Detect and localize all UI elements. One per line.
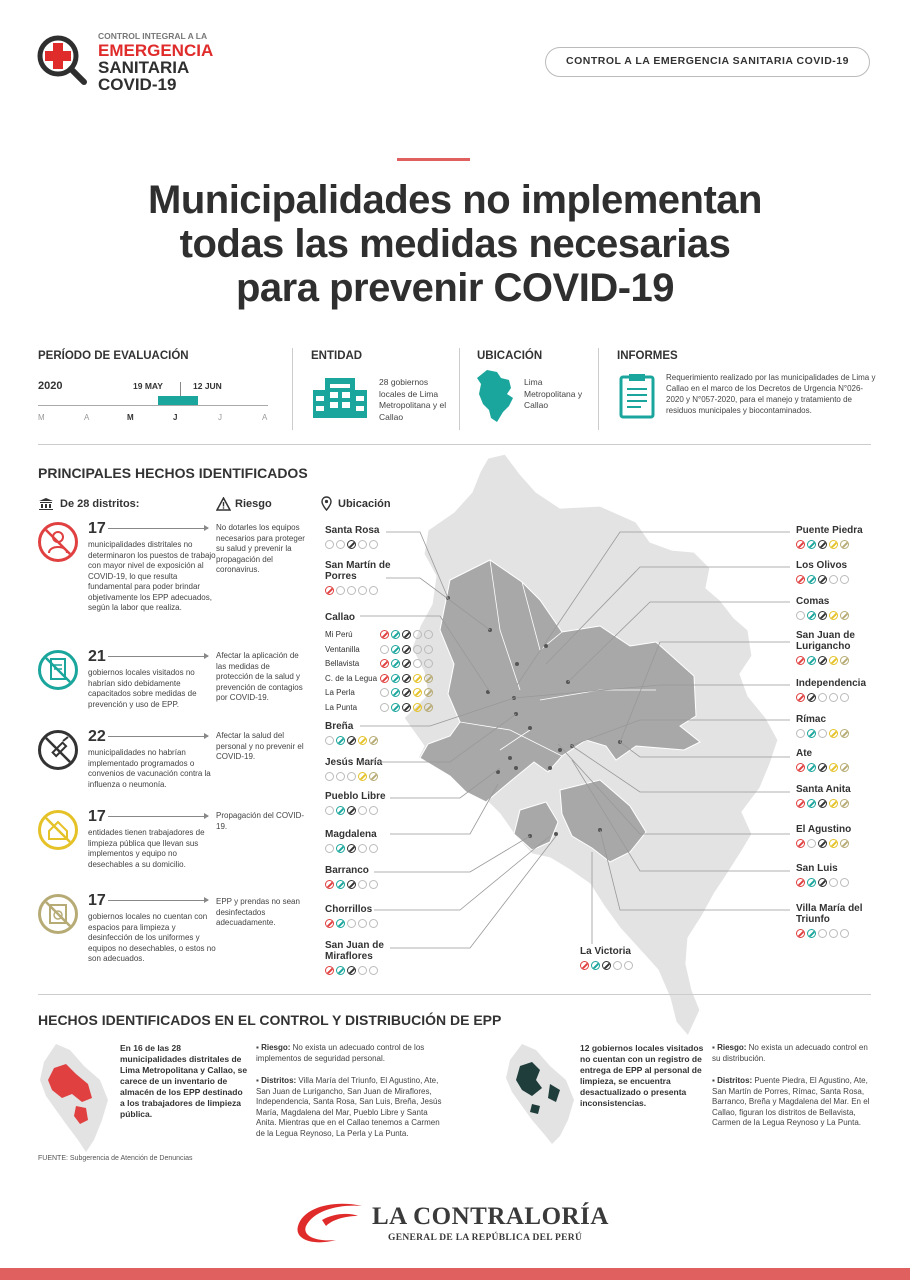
district-name: Jesús María bbox=[325, 757, 383, 768]
clipboard-icon bbox=[619, 373, 655, 419]
status-dot-empty bbox=[358, 844, 367, 853]
status-dot-marked bbox=[829, 611, 838, 620]
status-dot-empty bbox=[840, 693, 849, 702]
fact-item bbox=[38, 648, 208, 718]
lima-region-icon bbox=[475, 368, 519, 424]
status-dot-empty bbox=[818, 729, 827, 738]
status-dot-empty bbox=[840, 929, 849, 938]
month-tick: M bbox=[38, 413, 45, 422]
status-dots bbox=[796, 839, 849, 848]
status-dot-empty bbox=[369, 806, 378, 815]
status-dot-empty bbox=[424, 630, 433, 639]
status-dot-marked bbox=[336, 806, 345, 815]
status-dot-marked bbox=[829, 799, 838, 808]
fact-number: 22 bbox=[88, 728, 106, 745]
status-dots bbox=[380, 659, 433, 668]
district-name: La Victoria bbox=[580, 946, 631, 957]
magnifier-cross-icon bbox=[36, 34, 88, 86]
status-dots bbox=[796, 763, 849, 772]
status-dots bbox=[796, 611, 849, 620]
fact-number: 17 bbox=[88, 892, 106, 909]
district-name: Magdalena bbox=[325, 829, 377, 840]
status-dot-marked bbox=[796, 540, 805, 549]
value: No exista un adecuado control de los implementos de seguridad personal. bbox=[256, 1043, 425, 1063]
status-dot-marked bbox=[413, 674, 422, 683]
status-dot-marked bbox=[413, 688, 422, 697]
fact-number: 17 bbox=[88, 520, 106, 537]
status-dot-empty bbox=[380, 688, 389, 697]
status-dot-marked bbox=[818, 611, 827, 620]
label: Riesgo: bbox=[261, 1043, 291, 1052]
status-dot-marked bbox=[818, 763, 827, 772]
status-dot-marked bbox=[413, 703, 422, 712]
brand-sub: GENERAL DE LA REPÚBLICA DEL PERÚ bbox=[388, 1233, 583, 1243]
year: 2020 bbox=[38, 380, 63, 392]
status-dots bbox=[796, 878, 849, 887]
program-logo bbox=[36, 30, 236, 95]
fact-text: entidades tienen trabajadores de limpieza pública que llevan sus implementos y equipo no desechables a su domicilio. bbox=[88, 828, 205, 869]
status-dot-marked bbox=[807, 929, 816, 938]
status-dot-empty bbox=[818, 693, 827, 702]
status-dot-marked bbox=[336, 919, 345, 928]
status-dot-marked bbox=[796, 929, 805, 938]
status-dots bbox=[325, 736, 378, 745]
period-end: 12 JUN bbox=[193, 381, 222, 391]
status-dot-marked bbox=[402, 674, 411, 683]
callao-district-name: Bellavista bbox=[325, 659, 360, 668]
brand-name: LA CONTRALORÍA bbox=[372, 1203, 609, 1230]
status-dot-marked bbox=[580, 961, 589, 970]
status-dot-empty bbox=[369, 880, 378, 889]
training-doc-icon bbox=[38, 650, 78, 690]
status-dot-marked bbox=[402, 703, 411, 712]
divider bbox=[459, 348, 460, 430]
divider bbox=[598, 348, 599, 430]
status-dot-marked bbox=[840, 839, 849, 848]
status-dot-marked bbox=[358, 736, 367, 745]
fact-arrow bbox=[108, 900, 208, 901]
status-dot-empty bbox=[624, 961, 633, 970]
status-dot-marked bbox=[424, 703, 433, 712]
status-dot-marked bbox=[840, 799, 849, 808]
status-dot-empty bbox=[369, 844, 378, 853]
syringe-icon bbox=[38, 730, 78, 770]
district-name: San Luis bbox=[796, 863, 838, 874]
status-dot-empty bbox=[325, 540, 334, 549]
status-dot-marked bbox=[818, 799, 827, 808]
status-dots bbox=[325, 844, 378, 853]
value: Villa María del Triunfo, El Agustino, Ate, San Juan de Lurigancho, San Juan de Miraflores, Independencia, Santa Rosa, San Luis, Breña, Jesús María, Magdalena del Mar, Pueblo Libre y Santa Anita. Mientras que en el Callao tenemos a Carmen de la Legua Reynoso, La Perla y La Punta. bbox=[256, 1076, 442, 1138]
status-dot-marked bbox=[380, 659, 389, 668]
status-dot-marked bbox=[347, 880, 356, 889]
callao-district-name: La Punta bbox=[325, 702, 358, 712]
title-accent bbox=[397, 158, 470, 161]
fact-item bbox=[38, 892, 216, 972]
building-icon bbox=[311, 376, 369, 420]
status-dot-marked bbox=[818, 575, 827, 584]
fact-text: municipalidades no habrían implementado programados o convenios de vacunación contra la influenza o neumonía. bbox=[88, 748, 211, 789]
status-dot-marked bbox=[380, 630, 389, 639]
institution-icon bbox=[38, 497, 54, 511]
epp-right-main: 12 gobiernos locales visitados no cuentan con un registro de entrega de EPP al personal de limpieza, se encuentra desactualizado o presenta inconsistencias. bbox=[580, 1043, 704, 1108]
status-dot-empty bbox=[347, 772, 356, 781]
status-dots bbox=[325, 919, 378, 928]
status-dot-marked bbox=[829, 763, 838, 772]
label: Riesgo: bbox=[717, 1043, 747, 1052]
status-dots bbox=[380, 674, 433, 683]
status-dots bbox=[380, 688, 433, 697]
status-dot-marked bbox=[391, 688, 400, 697]
logo-line3: SANITARIA bbox=[98, 58, 190, 77]
status-dot-marked bbox=[336, 736, 345, 745]
status-dot-marked bbox=[380, 674, 389, 683]
status-dot-marked bbox=[818, 878, 827, 887]
status-dot-marked bbox=[829, 540, 838, 549]
district-name: Santa Anita bbox=[796, 784, 851, 795]
section-divider bbox=[38, 444, 871, 445]
source-note: FUENTE: Subgerencia de Atención de Denuncias bbox=[38, 1155, 193, 1162]
status-dot-empty bbox=[336, 586, 345, 595]
risk-text: Afectar la aplicación de las medidas de protección de la salud y prevención de contagios por COVID-19. bbox=[216, 651, 303, 702]
status-dot-marked bbox=[807, 729, 816, 738]
status-dot-empty bbox=[336, 540, 345, 549]
status-dot-marked bbox=[347, 844, 356, 853]
status-dot-empty bbox=[358, 966, 367, 975]
label: Distritos: bbox=[717, 1076, 753, 1085]
status-dot-marked bbox=[829, 839, 838, 848]
status-dot-marked bbox=[325, 966, 334, 975]
district-name: El Agustino bbox=[796, 824, 852, 835]
section-divider bbox=[38, 994, 871, 995]
status-dot-marked bbox=[840, 763, 849, 772]
month-tick: J bbox=[218, 413, 222, 422]
status-dot-empty bbox=[829, 878, 838, 887]
risk-text: EPP y prendas no sean desinfectados adecuadamente. bbox=[216, 897, 300, 927]
status-dot-marked bbox=[807, 656, 816, 665]
status-dot-marked bbox=[840, 540, 849, 549]
ubicacion-label: UBICACIÓN bbox=[477, 350, 543, 362]
status-dot-marked bbox=[391, 630, 400, 639]
district-name: Santa Rosa bbox=[325, 525, 380, 536]
status-dot-marked bbox=[391, 674, 400, 683]
status-dot-empty bbox=[325, 806, 334, 815]
epp-left-riesgo: ▪ Riesgo: No exista un adecuado control de los implementos de seguridad personal. bbox=[256, 1043, 425, 1063]
label: Distritos: bbox=[261, 1076, 297, 1085]
status-dot-empty bbox=[325, 844, 334, 853]
status-dot-marked bbox=[796, 878, 805, 887]
divider bbox=[292, 348, 293, 430]
page-title bbox=[60, 178, 850, 310]
status-dot-marked bbox=[591, 961, 600, 970]
callao-district-name: C. de la Legua bbox=[325, 673, 378, 683]
status-dot-empty bbox=[613, 961, 622, 970]
month-tick: A bbox=[262, 413, 268, 422]
month-tick: M bbox=[127, 413, 134, 422]
status-dot-marked bbox=[336, 966, 345, 975]
district-name: Comas bbox=[796, 596, 830, 607]
ubicacion-text: Lima Metropolitana y Callao bbox=[524, 377, 583, 410]
district-name: San Martín de Porres bbox=[325, 560, 391, 582]
status-dot-marked bbox=[391, 645, 400, 654]
status-dot-empty bbox=[347, 586, 356, 595]
fact-item bbox=[38, 728, 211, 798]
fact-text: gobiernos locales visitados no habrían sido debidamente capacitados sobre medidas de prevención y uso de EPP. bbox=[88, 668, 197, 709]
district-name: Chorrillos bbox=[325, 904, 373, 915]
status-dot-marked bbox=[402, 659, 411, 668]
worker-icon bbox=[38, 522, 78, 562]
status-dot-marked bbox=[325, 880, 334, 889]
timeline-axis bbox=[38, 405, 268, 406]
laundry-icon bbox=[38, 894, 78, 934]
district-name: Ate bbox=[796, 748, 813, 759]
status-dot-marked bbox=[807, 878, 816, 887]
status-dots bbox=[380, 630, 433, 639]
fact-text: gobiernos locales no cuentan con espacios para limpieza y desinfección de los uniformes y equipos no desechables, o estos no son adecuados. bbox=[88, 912, 216, 963]
status-dot-empty bbox=[347, 919, 356, 928]
status-dot-marked bbox=[347, 966, 356, 975]
status-dot-marked bbox=[829, 729, 838, 738]
status-dots bbox=[325, 772, 378, 781]
lima-mini-map-red bbox=[36, 1040, 114, 1155]
district-name: Los Olivos bbox=[796, 560, 848, 571]
status-dot-marked bbox=[807, 575, 816, 584]
status-dot-empty bbox=[358, 806, 367, 815]
entidad-text: 28 gobiernos locales de Lima Metropolitana y el Callao bbox=[379, 377, 447, 422]
col-ubicacion: Ubicación bbox=[338, 498, 391, 510]
status-dot-marked bbox=[818, 540, 827, 549]
col-riesgo: Riesgo bbox=[235, 498, 272, 510]
status-dot-empty bbox=[829, 693, 838, 702]
lima-mini-map-dark bbox=[502, 1040, 580, 1145]
status-dot-marked bbox=[796, 799, 805, 808]
status-dot-marked bbox=[369, 772, 378, 781]
logo-line4: COVID-19 bbox=[98, 75, 177, 94]
entidad-label: ENTIDAD bbox=[311, 350, 363, 362]
status-dot-marked bbox=[807, 763, 816, 772]
contraloria-logo-icon bbox=[292, 1196, 372, 1246]
status-dot-marked bbox=[840, 729, 849, 738]
status-dots bbox=[325, 586, 378, 595]
status-dot-marked bbox=[391, 659, 400, 668]
fact-item bbox=[38, 808, 208, 878]
epp-title: HECHOS IDENTIFICADOS EN EL CONTROL Y DISTRIBUCIÓN DE EPP bbox=[38, 1012, 502, 1028]
status-dot-marked bbox=[807, 611, 816, 620]
status-dot-empty bbox=[369, 540, 378, 549]
fact-arrow bbox=[108, 816, 208, 817]
status-dot-empty bbox=[336, 772, 345, 781]
district-name: San Juan de Miraflores bbox=[325, 940, 384, 962]
status-dots bbox=[325, 880, 378, 889]
status-dots bbox=[796, 575, 849, 584]
status-dots bbox=[325, 540, 378, 549]
periodo-label: PERÍODO DE EVALUACIÓN bbox=[38, 350, 189, 362]
col-distritos: De 28 distritos: bbox=[60, 498, 140, 510]
title-line: para prevenir COVID-19 bbox=[235, 266, 675, 310]
status-dot-empty bbox=[413, 630, 422, 639]
warning-icon bbox=[216, 497, 231, 511]
status-dot-marked bbox=[807, 540, 816, 549]
principales-title: PRINCIPALES HECHOS IDENTIFICADOS bbox=[38, 465, 308, 481]
status-dot-marked bbox=[336, 844, 345, 853]
status-dot-empty bbox=[840, 878, 849, 887]
status-dot-empty bbox=[369, 919, 378, 928]
logo-line1: CONTROL INTEGRAL A LA bbox=[98, 31, 208, 41]
status-dot-marked bbox=[402, 630, 411, 639]
status-dot-marked bbox=[358, 772, 367, 781]
risk-text: Propagación del COVID-19. bbox=[216, 811, 305, 831]
value: Puente Piedra, El Agustino, Ate, San Martín de Porres, Rímac, Santa Rosa, Barranco, Breña y Magdalena del Mar. En el Callao, figuran los distritos de Bellavista, Carmen de la Legua Reynoso y La Punta. bbox=[712, 1076, 870, 1127]
month-tick: A bbox=[84, 413, 90, 422]
status-dot-marked bbox=[347, 736, 356, 745]
status-dot-empty bbox=[829, 575, 838, 584]
status-dot-marked bbox=[325, 586, 334, 595]
status-dot-empty bbox=[796, 729, 805, 738]
status-dot-empty bbox=[325, 772, 334, 781]
title-line: todas las medidas necesarias bbox=[179, 222, 731, 266]
district-name: Barranco bbox=[325, 865, 369, 876]
timeline-period-bar bbox=[158, 396, 198, 405]
status-dot-marked bbox=[796, 839, 805, 848]
timeline-marker bbox=[180, 382, 181, 396]
status-dot-empty bbox=[358, 919, 367, 928]
status-dots bbox=[796, 540, 849, 549]
status-dot-marked bbox=[818, 656, 827, 665]
status-dot-marked bbox=[336, 880, 345, 889]
status-dots bbox=[325, 806, 378, 815]
status-dot-empty bbox=[358, 540, 367, 549]
status-dot-marked bbox=[796, 656, 805, 665]
district-name: San Juan de Lurigancho bbox=[796, 630, 855, 652]
title-line: Municipalidades no implementan bbox=[148, 178, 762, 222]
status-dot-marked bbox=[807, 693, 816, 702]
status-dots bbox=[796, 929, 849, 938]
status-dot-empty bbox=[829, 929, 838, 938]
callao-district-name: Mi Perú bbox=[325, 630, 353, 639]
risk-text: No dotarles los equipos necesarios para proteger su salud y prevenir la propagación del coronavirus. bbox=[216, 523, 305, 574]
fact-number: 21 bbox=[88, 648, 106, 665]
status-dot-marked bbox=[840, 611, 849, 620]
status-dot-empty bbox=[325, 736, 334, 745]
status-dot-marked bbox=[602, 961, 611, 970]
house-equipment-icon bbox=[38, 810, 78, 850]
status-dot-marked bbox=[402, 688, 411, 697]
status-dots bbox=[580, 961, 633, 970]
header-pill: CONTROL A LA EMERGENCIA SANITARIA COVID-19 bbox=[545, 47, 870, 77]
epp-left-distritos: ▪ Distritos: Villa María del Triunfo, El Agustino, Ate, San Juan de Lurigancho, San Juan de Miraflores, Independencia, Santa Rosa, San Luis, Breña, Jesús María, Magdalena del Mar, Pueblo Libre y Santa Anita. Mientras que en el Callao tenemos a Carmen de la Legua Reynoso, La Perla y La Punta. bbox=[256, 1076, 442, 1138]
status-dot-empty bbox=[424, 645, 433, 654]
fact-arrow bbox=[108, 736, 208, 737]
status-dot-marked bbox=[369, 736, 378, 745]
status-dot-empty bbox=[818, 929, 827, 938]
logo-line2: EMERGENCIA bbox=[98, 41, 214, 60]
epp-right-riesgo: ▪ Riesgo: No exista un adecuado control en su distribución. bbox=[712, 1043, 868, 1063]
district-name: Villa María del Triunfo bbox=[796, 903, 863, 925]
district-name: Breña bbox=[325, 721, 354, 732]
status-dot-marked bbox=[829, 656, 838, 665]
status-dot-empty bbox=[413, 645, 422, 654]
status-dot-marked bbox=[840, 656, 849, 665]
fact-item bbox=[38, 520, 216, 630]
epp-right-distritos: ▪ Distritos: Puente Piedra, El Agustino, Ate, San Martín de Porres, Rímac, Santa Rosa, Barranco, Breña y Magdalena del Mar. En el Callao, figuran los distritos de Bellavista, Carmen de la Legua Reynoso y La Punta. bbox=[712, 1076, 870, 1127]
status-dot-marked bbox=[424, 674, 433, 683]
district-name: Rímac bbox=[796, 714, 827, 725]
fact-arrow bbox=[108, 528, 208, 529]
status-dot-empty bbox=[358, 880, 367, 889]
status-dots bbox=[796, 656, 849, 665]
status-dot-empty bbox=[796, 611, 805, 620]
district-name: Independencia bbox=[796, 678, 867, 689]
status-dot-marked bbox=[424, 688, 433, 697]
status-dots bbox=[380, 703, 433, 712]
epp-left-main: En 16 de las 28 municipalidades distritales de Lima Metropolitana y Callao, se carece de un inventario de almacén de los EPP destinado a los trabajadores de limpieza pública. bbox=[120, 1043, 248, 1119]
status-dot-empty bbox=[840, 575, 849, 584]
value: No exista un adecuado control en su distribución. bbox=[712, 1043, 868, 1063]
informes-text: Requerimiento realizado por las municipalidades de Lima y Callao en el marco de los Decretos de Urgencia N°026-2020 y N°057-2020, para el manejo y tratamiento de residuos municipales y biocontaminados. bbox=[666, 373, 876, 415]
status-dots bbox=[796, 729, 849, 738]
callao-district-name: Ventanilla bbox=[325, 644, 360, 654]
status-dot-marked bbox=[807, 799, 816, 808]
fact-number: 17 bbox=[88, 808, 106, 825]
footer-bar bbox=[0, 1268, 910, 1280]
status-dot-marked bbox=[347, 540, 356, 549]
callao-district-name: La Perla bbox=[325, 688, 355, 697]
district-name: Callao bbox=[325, 612, 356, 623]
status-dot-empty bbox=[369, 966, 378, 975]
district-name: Puente Piedra bbox=[796, 525, 863, 536]
status-dot-marked bbox=[391, 703, 400, 712]
location-pin-icon bbox=[321, 496, 332, 511]
status-dot-empty bbox=[413, 659, 422, 668]
status-dot-marked bbox=[347, 806, 356, 815]
fact-text: municipalidades distritales no determinaron los puestos de trabajo con mayor nivel de exposición al COVID-19, lo que resulta fundamental para poder brindar objetivamente los EPP adecuados, según la labor que realiza. bbox=[88, 540, 216, 612]
status-dot-empty bbox=[380, 645, 389, 654]
status-dot-marked bbox=[796, 693, 805, 702]
month-tick: J bbox=[173, 413, 178, 422]
status-dot-marked bbox=[818, 839, 827, 848]
status-dot-marked bbox=[402, 645, 411, 654]
status-dots bbox=[796, 693, 849, 702]
status-dot-empty bbox=[369, 586, 378, 595]
fact-arrow bbox=[108, 656, 208, 657]
status-dot-marked bbox=[325, 919, 334, 928]
informes-label: INFORMES bbox=[617, 350, 678, 362]
status-dot-empty bbox=[807, 839, 816, 848]
status-dots bbox=[380, 645, 433, 654]
status-dot-marked bbox=[796, 763, 805, 772]
status-dot-empty bbox=[380, 703, 389, 712]
district-name: Pueblo Libre bbox=[325, 791, 386, 802]
status-dot-empty bbox=[358, 586, 367, 595]
status-dot-empty bbox=[424, 659, 433, 668]
status-dot-marked bbox=[796, 575, 805, 584]
risk-text: Afectar la salud del personal y no prevenir el COVID-19. bbox=[216, 731, 304, 761]
status-dots bbox=[325, 966, 378, 975]
status-dots bbox=[796, 799, 849, 808]
period-start: 19 MAY bbox=[133, 381, 163, 391]
